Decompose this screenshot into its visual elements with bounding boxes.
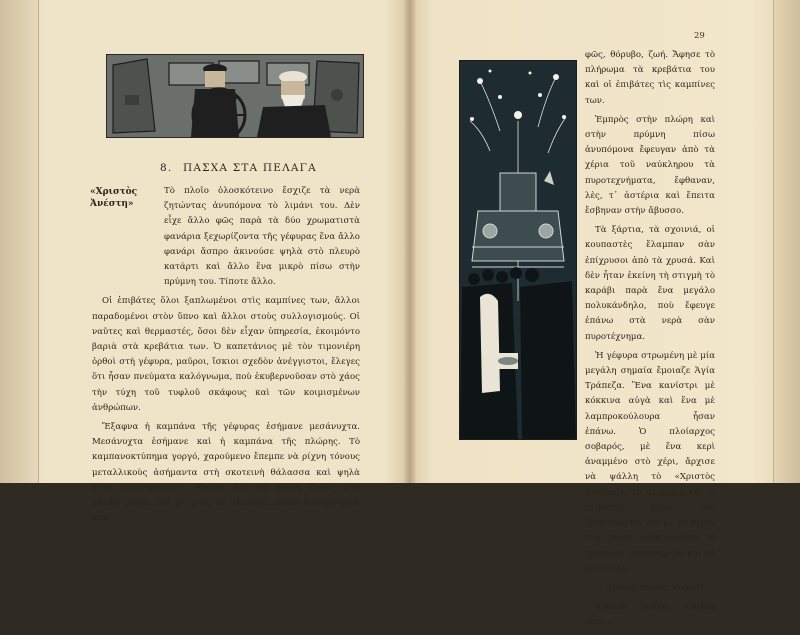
right-page-text: [585, 48, 715, 635]
dialogue-line: Χρόνια πολλά, παιδιά μου!...: [585, 602, 715, 628]
paragraph: Ἐμπρὸς στὴν πλώρη καὶ στὴν πρύμνη πίσω ἀνυπόμονα ἔφευγαν ἀπὸ τὰ χέρια τοῦ ναύκληρου τὰ πυροτεχνήματα, ἔφθαναν, λὲς, τ᾽ ἀστέρια καὶ ἔπειτα ἔσβηναν στὴν ἄβυσσο.: [585, 114, 715, 217]
margin-side-label: «Χριστὸς Ἀνέστη»: [90, 187, 138, 209]
paragraph: Τὰ ξάρτια, τὰ σχοινιά, οἱ κουπαστὲς ἔλαμπαν σὰν ἐπίχρυσοι ἀπὸ τὰ χρυσά. Καὶ δὲν ἦταν ἐκείνη τὴ στιγμὴ τὸ καράβι παρὰ ἕνα μεγάλο πολυκάνδηλο, ποὺ ἔφευγε ἐπάνω στὰ νερὰ σὰν πυροτέχνημα.: [585, 225, 715, 342]
chapter-heading: [160, 162, 340, 174]
book-gutter: [404, 0, 416, 483]
left-page-text: [92, 184, 360, 530]
dialogue-line: — Χρόνια πολλά, κύριοι!...: [595, 582, 712, 593]
chapter-number: 8.: [160, 162, 173, 174]
page-number: 29: [694, 31, 705, 41]
chapter-title: ΠΑΣΧΑ ΣΤΑ ΠΕΛΑΓΑ: [182, 162, 317, 174]
paragraph: φῶς, θόρυβο, ζωή. Ἄφησε τὸ πλήρωμα τὰ κρεβάτια του καὶ οἱ ἐπιβάτες τὶς καμπίνες των.: [585, 50, 715, 106]
book-edge-left: [0, 0, 39, 483]
book-edge-right: [773, 0, 800, 483]
paragraph: Ἔξαφνα ἡ καμπάνα τῆς γέφυρας ἐσήμανε μεσάνυχτα. Μεσάνυχτα ἐσήμανε καὶ ἡ καμπάνα τῆς πλώρης. Τὸ καμπανοκτύπημα γοργό, χαρούμενο ἔπεμπε νὰ ρίχνη τόνους μεταλλικοὺς ἀσήμαντα στὴ σκοτεινὴ θάλασσα καὶ ψηλὰ στὸν ἀστροφώτιστο οὐρανὸ καὶ νὰ κράζη ὅλους στὸ κατάστρωμα. Καὶ μὲ μιᾶς τὸ σκοτεινὸ πλοῖο ἐπλημμύρισε ἀπὸ: [92, 422, 360, 524]
ship-fireworks-illustration: [459, 60, 577, 440]
paragraph: Τὸ πλοῖο ὁλοσκότεινο ἔσχιζε τὰ νερὰ ζητώντας ἀνυπόμονα τὸ λιμάνι του. Δὲν εἶχε ἄλλο φῶς παρὰ τὰ δύο χρωματιστὰ φανάρια ξεχωρίζοντα τῆς γέφυρας ἕνα ἄλλο φανάρι ἄσπρο ἀκινούσε ψηλὰ στὸ πλευρὸ κατάρτι καὶ ἄλλο ἕνα μικρὸ πίσω στὴν πρύμνη του. Τίποτε ἄλλο.: [164, 186, 360, 288]
ship-bridge-illustration: [106, 54, 364, 138]
paragraph: Οἱ ἐπιβάτες ὅλοι ξαπλωμένοι στὶς καμπίνες των, ἄλλοι παραδομένοι στὸν ὕπνο καὶ ἄλλοι στοὺς συλλογισμούς. Οἱ ναῦτες καὶ θερμαστές, ὅσοι δὲν εἶχαν ὑπηρεσία, ἐκοιμόντο βαριὰ στὰ κρεβάτια των. Ὁ καπετάνιος μὲ τὸν τιμονιέρη ὀρθοὶ στὴ γέφυρα, μαῦροι, ἴσκιοι σχεδὸν ἀνέγγιστοι, ἔλεγες ὅτι ἦσαν πνεύματα καλόγνωμα, ποὺ ἐκυβερνοῦσαν στὸ χάος τὴν τύχη τοῦ τυφλοῦ σκάφους καὶ τῶν κοιμισμένων ἀνθρώπων.: [92, 296, 360, 413]
paragraph: Ἡ γέφυρα στρωμένη μὲ μία μεγάλη σημαία ἔμοιαζε Ἁγία Τράπεζα. Ἕνα κανίστρι μὲ κόκκινα αὐγὰ καὶ ἕνα μὲ λαμπροκούλουρα ἦσαν ἐπάνω. Ὁ πλοίαρχος σοβαρός, μὲ ἕνα κερὶ ἀναμμένο στὸ χέρι, ἄρχισε νὰ ψάλλη τὸ «Χριστὸς Ἀνέστη!». Τὸ πλήρωμα καὶ οἱ ἐπιβάτες γύρω του ξεσκούφωτοι καὶ μὲ τὰ κεριὰ στὰ χέρια ἐξακολούθαν τὸ τροπάριο συγκινημένα καὶ μὲ κατάνυξη.: [585, 350, 715, 574]
